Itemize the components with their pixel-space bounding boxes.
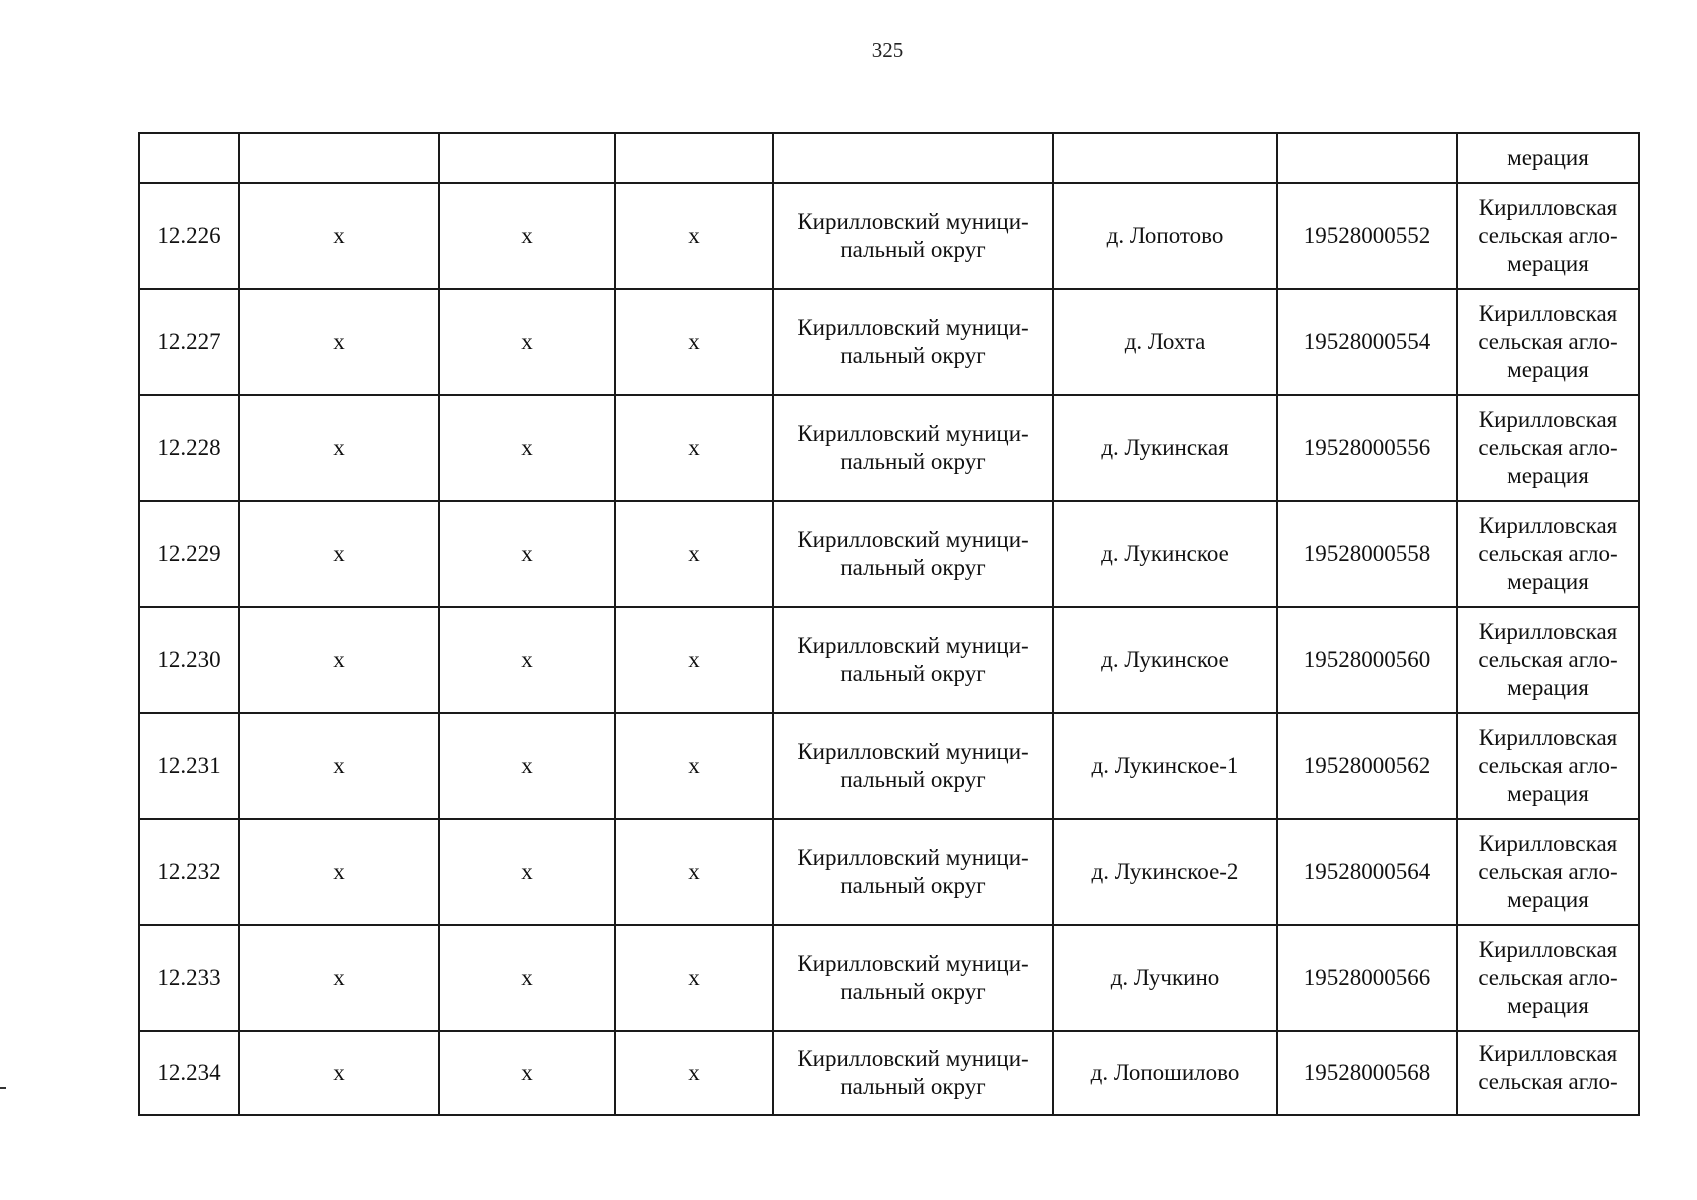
cell-x: х xyxy=(239,183,439,289)
margin-mark xyxy=(0,1087,6,1089)
cell-x: х xyxy=(615,819,773,925)
cell-x: х xyxy=(615,1031,773,1115)
oktmo-code-cell: 19528000558 xyxy=(1277,501,1457,607)
table-row xyxy=(139,607,1639,713)
cell-x: х xyxy=(439,289,615,395)
agglomeration-tail-cell: мерация xyxy=(1457,133,1639,183)
settlement-cell: д. Лучкино xyxy=(1053,925,1277,1031)
municipality-cell: Кирилловский муници- пальный округ xyxy=(773,607,1053,713)
agglomeration-cell: Кирилловская сельская агло- мерация xyxy=(1457,819,1639,925)
agglomeration-cell: Кирилловская сельская агло- мерация xyxy=(1457,395,1639,501)
cell-x: х xyxy=(239,607,439,713)
row-number: 12.227 xyxy=(139,289,239,395)
row-number: 12.233 xyxy=(139,925,239,1031)
cell-x: х xyxy=(615,713,773,819)
oktmo-code-cell: 19528000554 xyxy=(1277,289,1457,395)
oktmo-code-cell: 19528000560 xyxy=(1277,607,1457,713)
cell-x: х xyxy=(239,395,439,501)
settlement-cell: д. Лукинское-2 xyxy=(1053,819,1277,925)
settlement-cell: д. Лопотово xyxy=(1053,183,1277,289)
settlement-cell: д. Лукинское xyxy=(1053,501,1277,607)
municipality-cell: Кирилловский муници- пальный округ xyxy=(773,1031,1053,1115)
cell-x: х xyxy=(615,501,773,607)
cell-x: х xyxy=(439,819,615,925)
cell-x: х xyxy=(239,819,439,925)
page-number: 325 xyxy=(871,38,904,62)
municipality-cell: Кирилловский муници- пальный округ xyxy=(773,819,1053,925)
settlement-cell: д. Лукинское xyxy=(1053,607,1277,713)
cell-x: х xyxy=(439,1031,615,1115)
agglomeration-cell: Кирилловская сельская агло- мерация xyxy=(1457,289,1639,395)
municipality-cell: Кирилловский муници- пальный округ xyxy=(773,713,1053,819)
cell-x: х xyxy=(439,607,615,713)
settlement-cell: д. Лопошилово xyxy=(1053,1031,1277,1115)
cell-x: х xyxy=(439,501,615,607)
agglomeration-cell: Кирилловская сельская агло- мерация xyxy=(1457,713,1639,819)
cell-x: х xyxy=(615,925,773,1031)
empty-cell xyxy=(1053,133,1277,183)
cell-x: х xyxy=(239,289,439,395)
oktmo-code-cell: 19528000568 xyxy=(1277,1031,1457,1115)
cell-x: х xyxy=(439,395,615,501)
cell-x: х xyxy=(615,395,773,501)
oktmo-code-cell: 19528000556 xyxy=(1277,395,1457,501)
empty-cell xyxy=(773,133,1053,183)
settlement-cell: д. Лукинское-1 xyxy=(1053,713,1277,819)
municipality-cell: Кирилловский муници- пальный округ xyxy=(773,395,1053,501)
table-row xyxy=(139,1031,1639,1115)
table-row xyxy=(139,819,1639,925)
agglomeration-cell: Кирилловская сельская агло- мерация xyxy=(1457,607,1639,713)
row-number: 12.230 xyxy=(139,607,239,713)
agglomeration-cell: Кирилловская сельская агло- мерация xyxy=(1457,183,1639,289)
cell-x: х xyxy=(439,713,615,819)
oktmo-code-cell: 19528000564 xyxy=(1277,819,1457,925)
table-row xyxy=(139,395,1639,501)
empty-cell xyxy=(239,133,439,183)
row-number: 12.234 xyxy=(139,1031,239,1115)
row-number: 12.228 xyxy=(139,395,239,501)
table-row xyxy=(139,925,1639,1031)
settlement-cell: д. Лохта xyxy=(1053,289,1277,395)
cell-x: х xyxy=(615,607,773,713)
cell-x: х xyxy=(439,925,615,1031)
cell-x: х xyxy=(239,713,439,819)
row-number: 12.229 xyxy=(139,501,239,607)
cell-x: х xyxy=(615,289,773,395)
cell-x: х xyxy=(239,1031,439,1115)
empty-cell xyxy=(439,133,615,183)
continuation-row xyxy=(139,133,1639,183)
agglomeration-cell: Кирилловская сельская агло- мерация xyxy=(1457,501,1639,607)
settlement-cell: д. Лукинская xyxy=(1053,395,1277,501)
oktmo-code-cell: 19528000562 xyxy=(1277,713,1457,819)
oktmo-code-cell: 19528000566 xyxy=(1277,925,1457,1031)
empty-cell xyxy=(139,133,239,183)
table-row xyxy=(139,713,1639,819)
table-row xyxy=(139,501,1639,607)
row-number: 12.232 xyxy=(139,819,239,925)
cell-x: х xyxy=(239,501,439,607)
cell-x: х xyxy=(439,183,615,289)
municipality-cell: Кирилловский муници- пальный округ xyxy=(773,289,1053,395)
cell-x: х xyxy=(239,925,439,1031)
oktmo-code-cell: 19528000552 xyxy=(1277,183,1457,289)
row-number: 12.226 xyxy=(139,183,239,289)
row-number: 12.231 xyxy=(139,713,239,819)
table-row xyxy=(139,183,1639,289)
agglomeration-cell: Кирилловская сельская агло- мерация xyxy=(1457,925,1639,1031)
cell-x: х xyxy=(615,183,773,289)
empty-cell xyxy=(615,133,773,183)
settlements-table xyxy=(138,132,1640,1116)
municipality-cell: Кирилловский муници- пальный округ xyxy=(773,501,1053,607)
municipality-cell: Кирилловский муници- пальный округ xyxy=(773,183,1053,289)
table-row xyxy=(139,289,1639,395)
empty-cell xyxy=(1277,133,1457,183)
agglomeration-cell: Кирилловская сельская агло- xyxy=(1457,1031,1639,1115)
municipality-cell: Кирилловский муници- пальный округ xyxy=(773,925,1053,1031)
